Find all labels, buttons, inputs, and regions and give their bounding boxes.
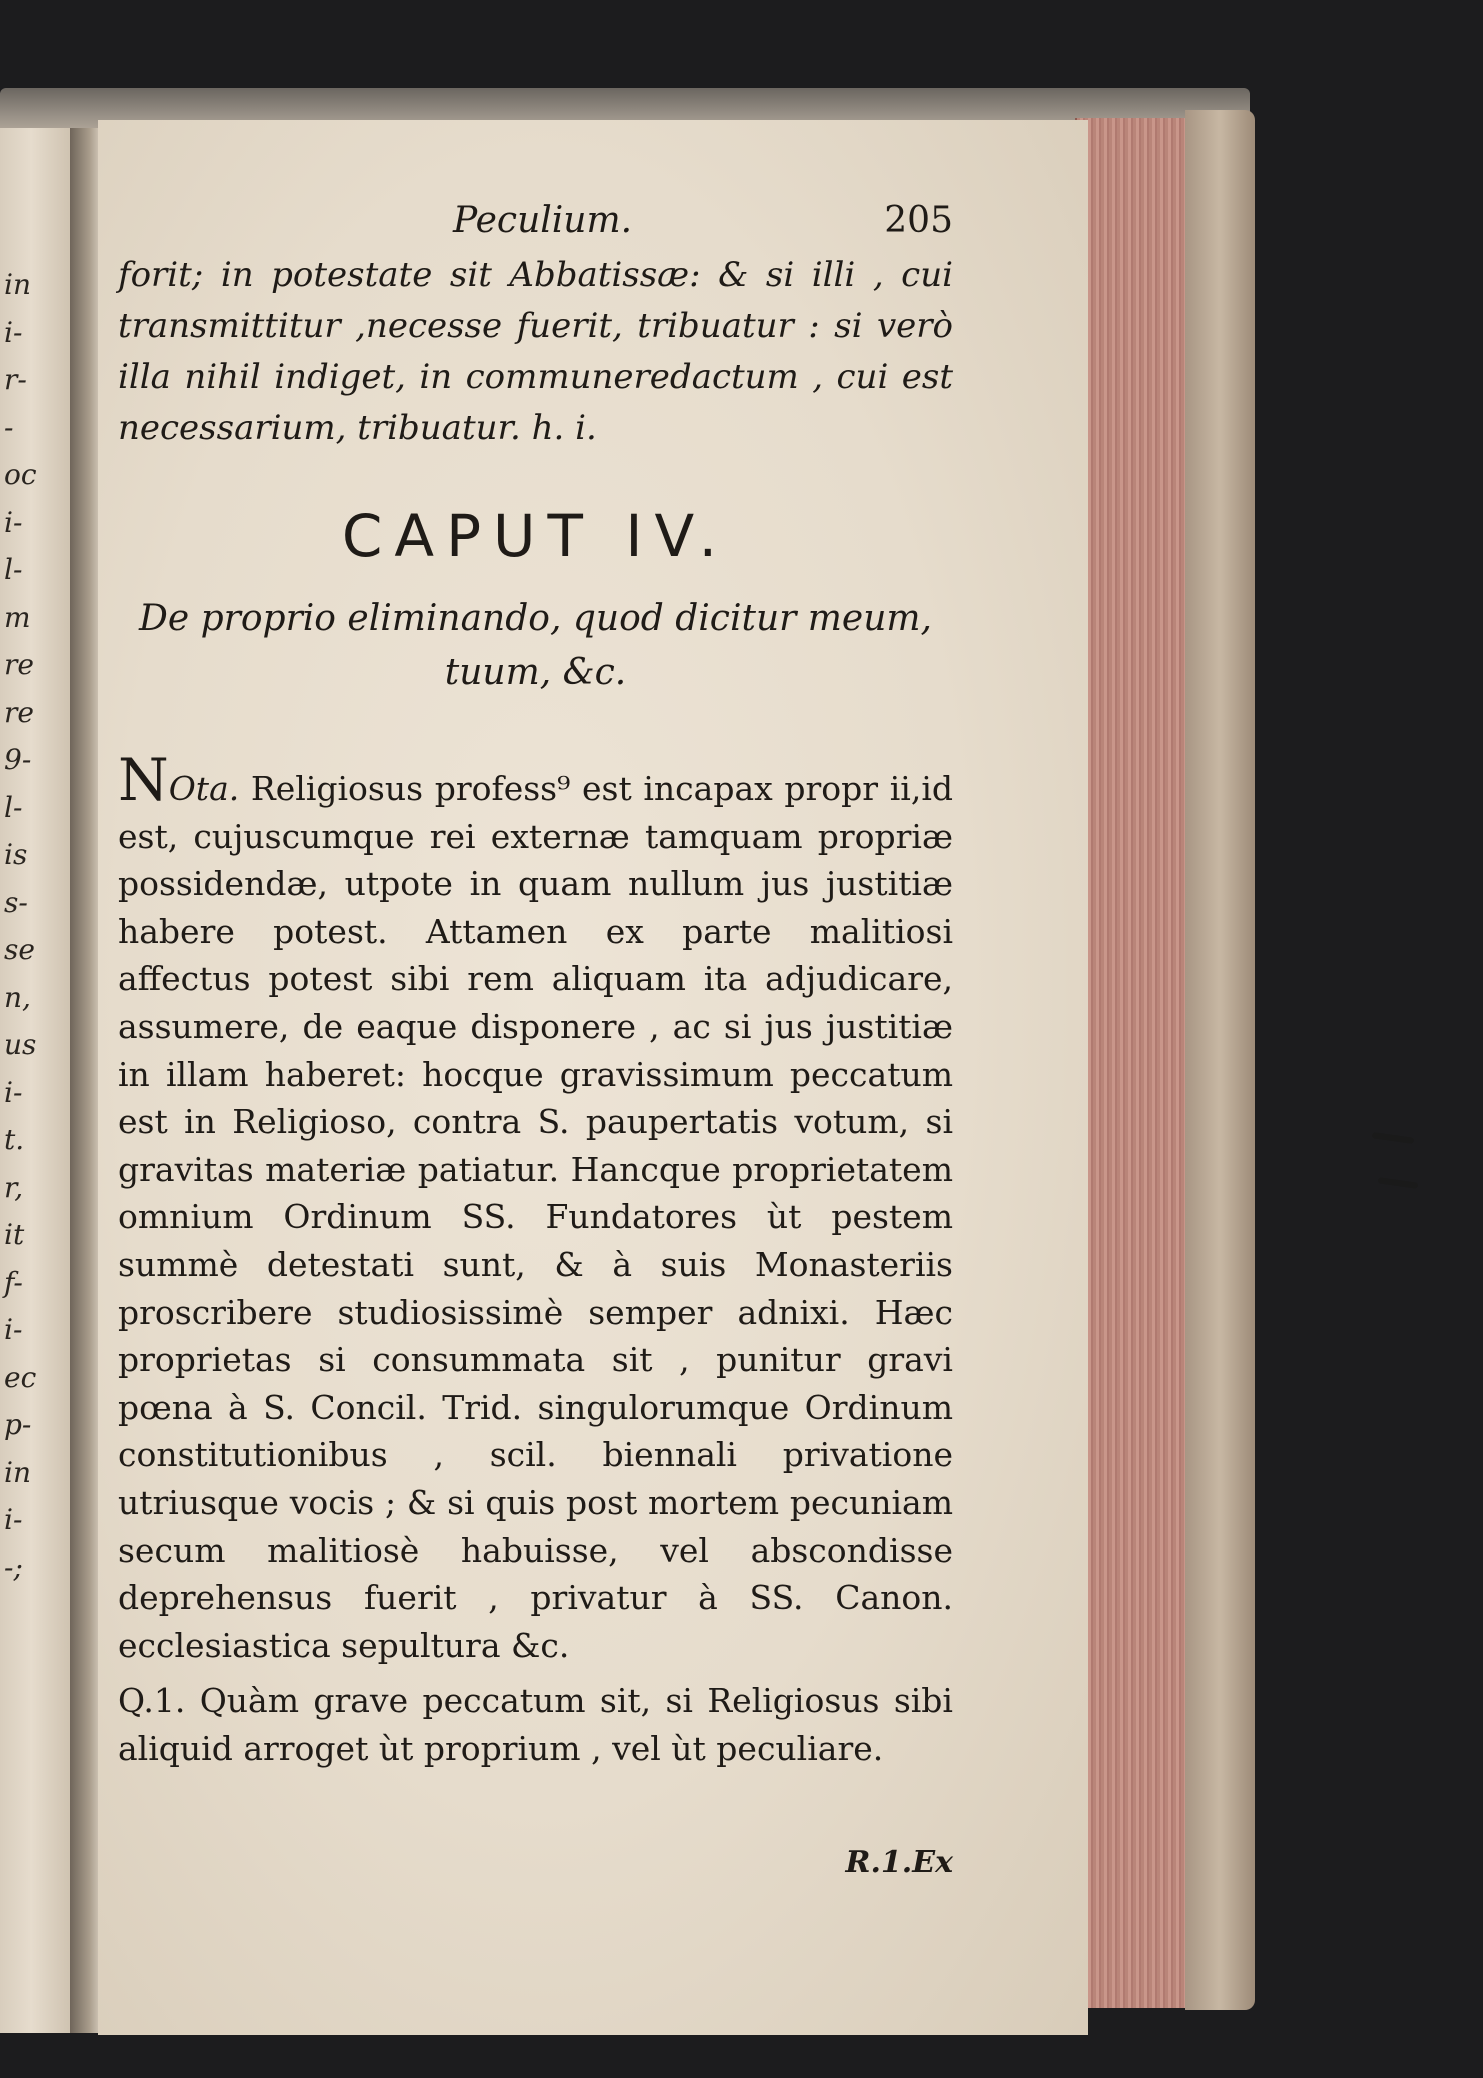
left-page-fragment: f- bbox=[4, 1265, 23, 1299]
book-mark bbox=[1378, 1177, 1418, 1189]
left-page-fragment: -; bbox=[4, 1550, 23, 1584]
left-page-fragment: t. bbox=[4, 1123, 25, 1156]
left-page-fragment: it bbox=[4, 1218, 25, 1251]
left-page-fragment: se bbox=[4, 933, 35, 966]
book-cover-right-edge bbox=[1185, 110, 1255, 2010]
left-page-fragment: 9- bbox=[4, 743, 32, 776]
page-fore-edge bbox=[1075, 118, 1197, 2008]
left-page-fragment: i- bbox=[4, 1503, 23, 1536]
page-number: 205 bbox=[884, 200, 953, 241]
chapter-subtitle bbox=[118, 592, 953, 700]
left-page-fragment: l- bbox=[4, 553, 23, 586]
left-page-edge bbox=[0, 128, 78, 2033]
left-page-fragment: s- bbox=[4, 885, 28, 919]
page-text-block bbox=[118, 200, 953, 1880]
intro-paragraph: forit; in potestate sit Abbatissæ: & si illi , cui transmittitur ,necesse fuerit, tribuatur : si verò illa nihil indiget, in communeredactum , cui est necessarium, tribuatur. h. i. bbox=[118, 255, 953, 448]
left-page-fragment: p- bbox=[4, 1408, 32, 1441]
left-page-fragment: ec bbox=[4, 1360, 37, 1394]
catchword: R.1.Ex bbox=[845, 1845, 953, 1880]
chapter-heading: CAPUT IV. bbox=[341, 502, 730, 570]
question-text: Quàm grave peccatum sit, si Religiosus sibi aliquid arroget ùt proprium , vel ùt peculiare. bbox=[118, 1681, 953, 1768]
question-label: Q.1. bbox=[118, 1681, 186, 1721]
left-page-fragment: l- bbox=[4, 790, 23, 824]
chapter-subtitle-line-1: De proprio eliminando, quod dicitur meum, bbox=[139, 598, 932, 639]
left-page-fragment: n, bbox=[4, 980, 31, 1014]
left-page-fragment: re bbox=[4, 695, 34, 729]
nota-text: Religiosus profess⁹ est incapax propr ii,id est, cujuscumque rei externæ tamquam propriæ possidendæ, utpote in quam nullum jus justitiæ habere potest. Attamen ex parte malitiosi affectus potest sibi rem aliquam ita adjudicare, assumere, de eaque disponere , ac si jus justitiæ in illam haberet: hocque gravissimum peccatum est in Religioso, contra S. paupertatis votum, si gravitas materiæ patiatur. Hancque proprietatem omnium Ordinum SS. Fundatores ùt pestem summè detestati sunt, & à suis Monasteriis proscribere studiosissimè semper adnixi. Hæc proprietas si consummata sit , punitur gravi pœna à S. Concil. Trid. singulorumque Ordinum constitutionibus , scil. biennali privatione utriusque vocis ; & si quis post mortem pecuniam secum malitiosè habuisse, vel abscondisse deprehensus fuerit , privatur à SS. Canon. ecclesiastica sepultura &c. bbox=[118, 769, 953, 1665]
nota-paragraph bbox=[118, 746, 953, 1669]
initial-letter: N bbox=[118, 746, 169, 814]
left-page-fragment: r- bbox=[4, 363, 27, 396]
book-mark bbox=[1372, 1132, 1414, 1144]
left-page-fragment: is bbox=[4, 838, 28, 871]
left-page-fragment: r, bbox=[4, 1170, 24, 1204]
nota-lead: Ota. bbox=[168, 769, 240, 808]
chapter-subtitle-line-2: tuum, &c. bbox=[444, 652, 627, 693]
left-page-fragment: i- bbox=[4, 505, 23, 539]
left-page-fragment: us bbox=[4, 1028, 37, 1061]
left-page-fragment: oc bbox=[4, 458, 37, 491]
left-page-fragment: re bbox=[4, 648, 34, 681]
running-head bbox=[118, 200, 953, 250]
left-page-fragment: i- bbox=[4, 1075, 23, 1109]
left-page-fragment: in bbox=[4, 268, 31, 301]
left-page-fragment: - bbox=[4, 410, 14, 444]
left-page-fragment: i- bbox=[4, 1313, 23, 1346]
running-title: Peculium. bbox=[453, 200, 633, 241]
left-page-fragment: in bbox=[4, 1455, 31, 1489]
left-page-fragment: m bbox=[4, 600, 31, 634]
left-page-fragment: i- bbox=[4, 315, 23, 349]
question-paragraph bbox=[118, 1677, 953, 1772]
